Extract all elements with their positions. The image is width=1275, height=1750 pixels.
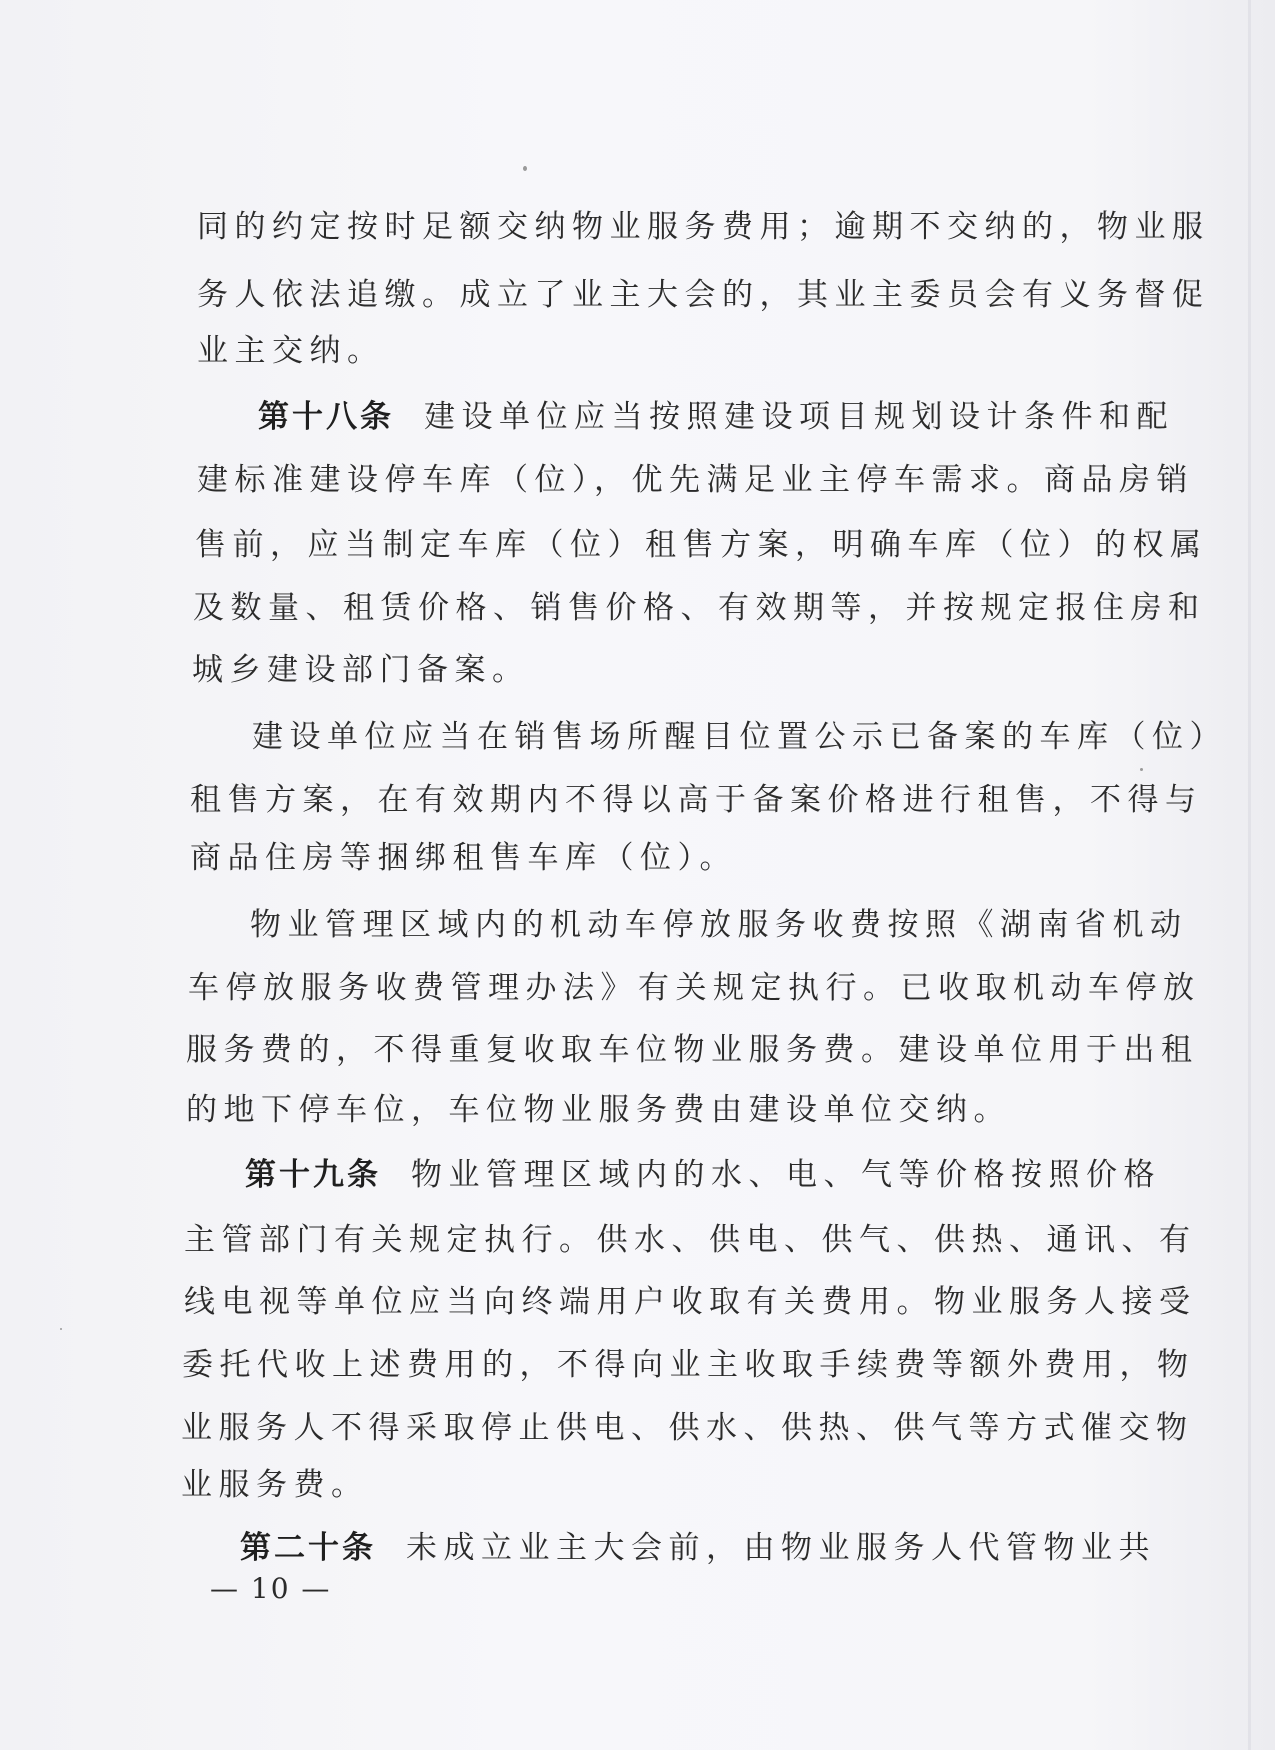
page-edge-shadow <box>1248 0 1251 1750</box>
article-19-title: 第十九条 <box>245 1157 381 1193</box>
text-line: 物业管理区域内的机动车停放服务收费按照《湖南省机动 <box>250 907 1188 943</box>
article-18-paragraph <box>258 397 1174 437</box>
text-line: 业服务人不得采取停止供电、供水、供热、供气等方式催交物 <box>181 1410 1194 1446</box>
text-line: 城乡建设部门备案。 <box>192 652 530 688</box>
scan-speck <box>1140 768 1143 771</box>
text-line: 车停放服务收费管理办法》有关规定执行。已收取机动车停放 <box>188 970 1201 1006</box>
text-line: 主管部门有关规定执行。供水、供电、供气、供热、通讯、有 <box>184 1222 1197 1258</box>
text-line: 同的约定按时足额交纳物业服务费用；逾期不交纳的，物业服 <box>197 209 1210 245</box>
text-line: 租售方案，在有效期内不得以高于备案价格进行租售，不得与 <box>190 782 1203 818</box>
article-20-paragraph <box>240 1528 1156 1568</box>
text-line: 业主交纳。 <box>197 333 385 369</box>
text-line: 建设单位应当按照建设项目规划设计条件和配 <box>424 399 1174 435</box>
article-20-title: 第二十条 <box>240 1530 376 1566</box>
page-number: — 10 — <box>210 1572 332 1605</box>
text-line: 线电视等单位应当向终端用户收取有关费用。物业服务人接受 <box>184 1284 1197 1320</box>
text-line: 及数量、租赁价格、销售价格、有效期等，并按规定报住房和 <box>193 590 1206 626</box>
article-19-paragraph <box>245 1155 1161 1195</box>
article-18-title: 第十八条 <box>258 399 394 435</box>
text-line: 委托代收上述费用的，不得向业主收取手续费等额外费用，物 <box>182 1347 1195 1383</box>
scan-speck <box>60 1328 62 1330</box>
text-line: 建标准建设停车库（位），优先满足业主停车需求。商品房销 <box>197 462 1194 498</box>
text-line: 商品住房等捆绑租售车库（位）。 <box>190 840 737 876</box>
text-line: 服务费的，不得重复收取车位物业服务费。建设单位用于出租 <box>186 1032 1199 1068</box>
text-line: 业服务费。 <box>181 1467 369 1503</box>
scan-speck <box>523 166 527 171</box>
text-line: 的地下停车位，车位物业服务费由建设单位交纳。 <box>186 1092 1011 1128</box>
text-line: 务人依法追缴。成立了业主大会的，其业主委员会有义务督促 <box>197 277 1210 313</box>
text-line: 售前，应当制定车库（位）租售方案，明确车库（位）的权属 <box>195 527 1208 563</box>
text-line: 未成立业主大会前，由物业服务人代管物业共 <box>406 1530 1156 1566</box>
text-line: 建设单位应当在销售场所醒目位置公示已备案的车库（位） <box>252 719 1227 755</box>
text-line: 物业管理区域内的水、电、气等价格按照价格 <box>411 1157 1161 1193</box>
